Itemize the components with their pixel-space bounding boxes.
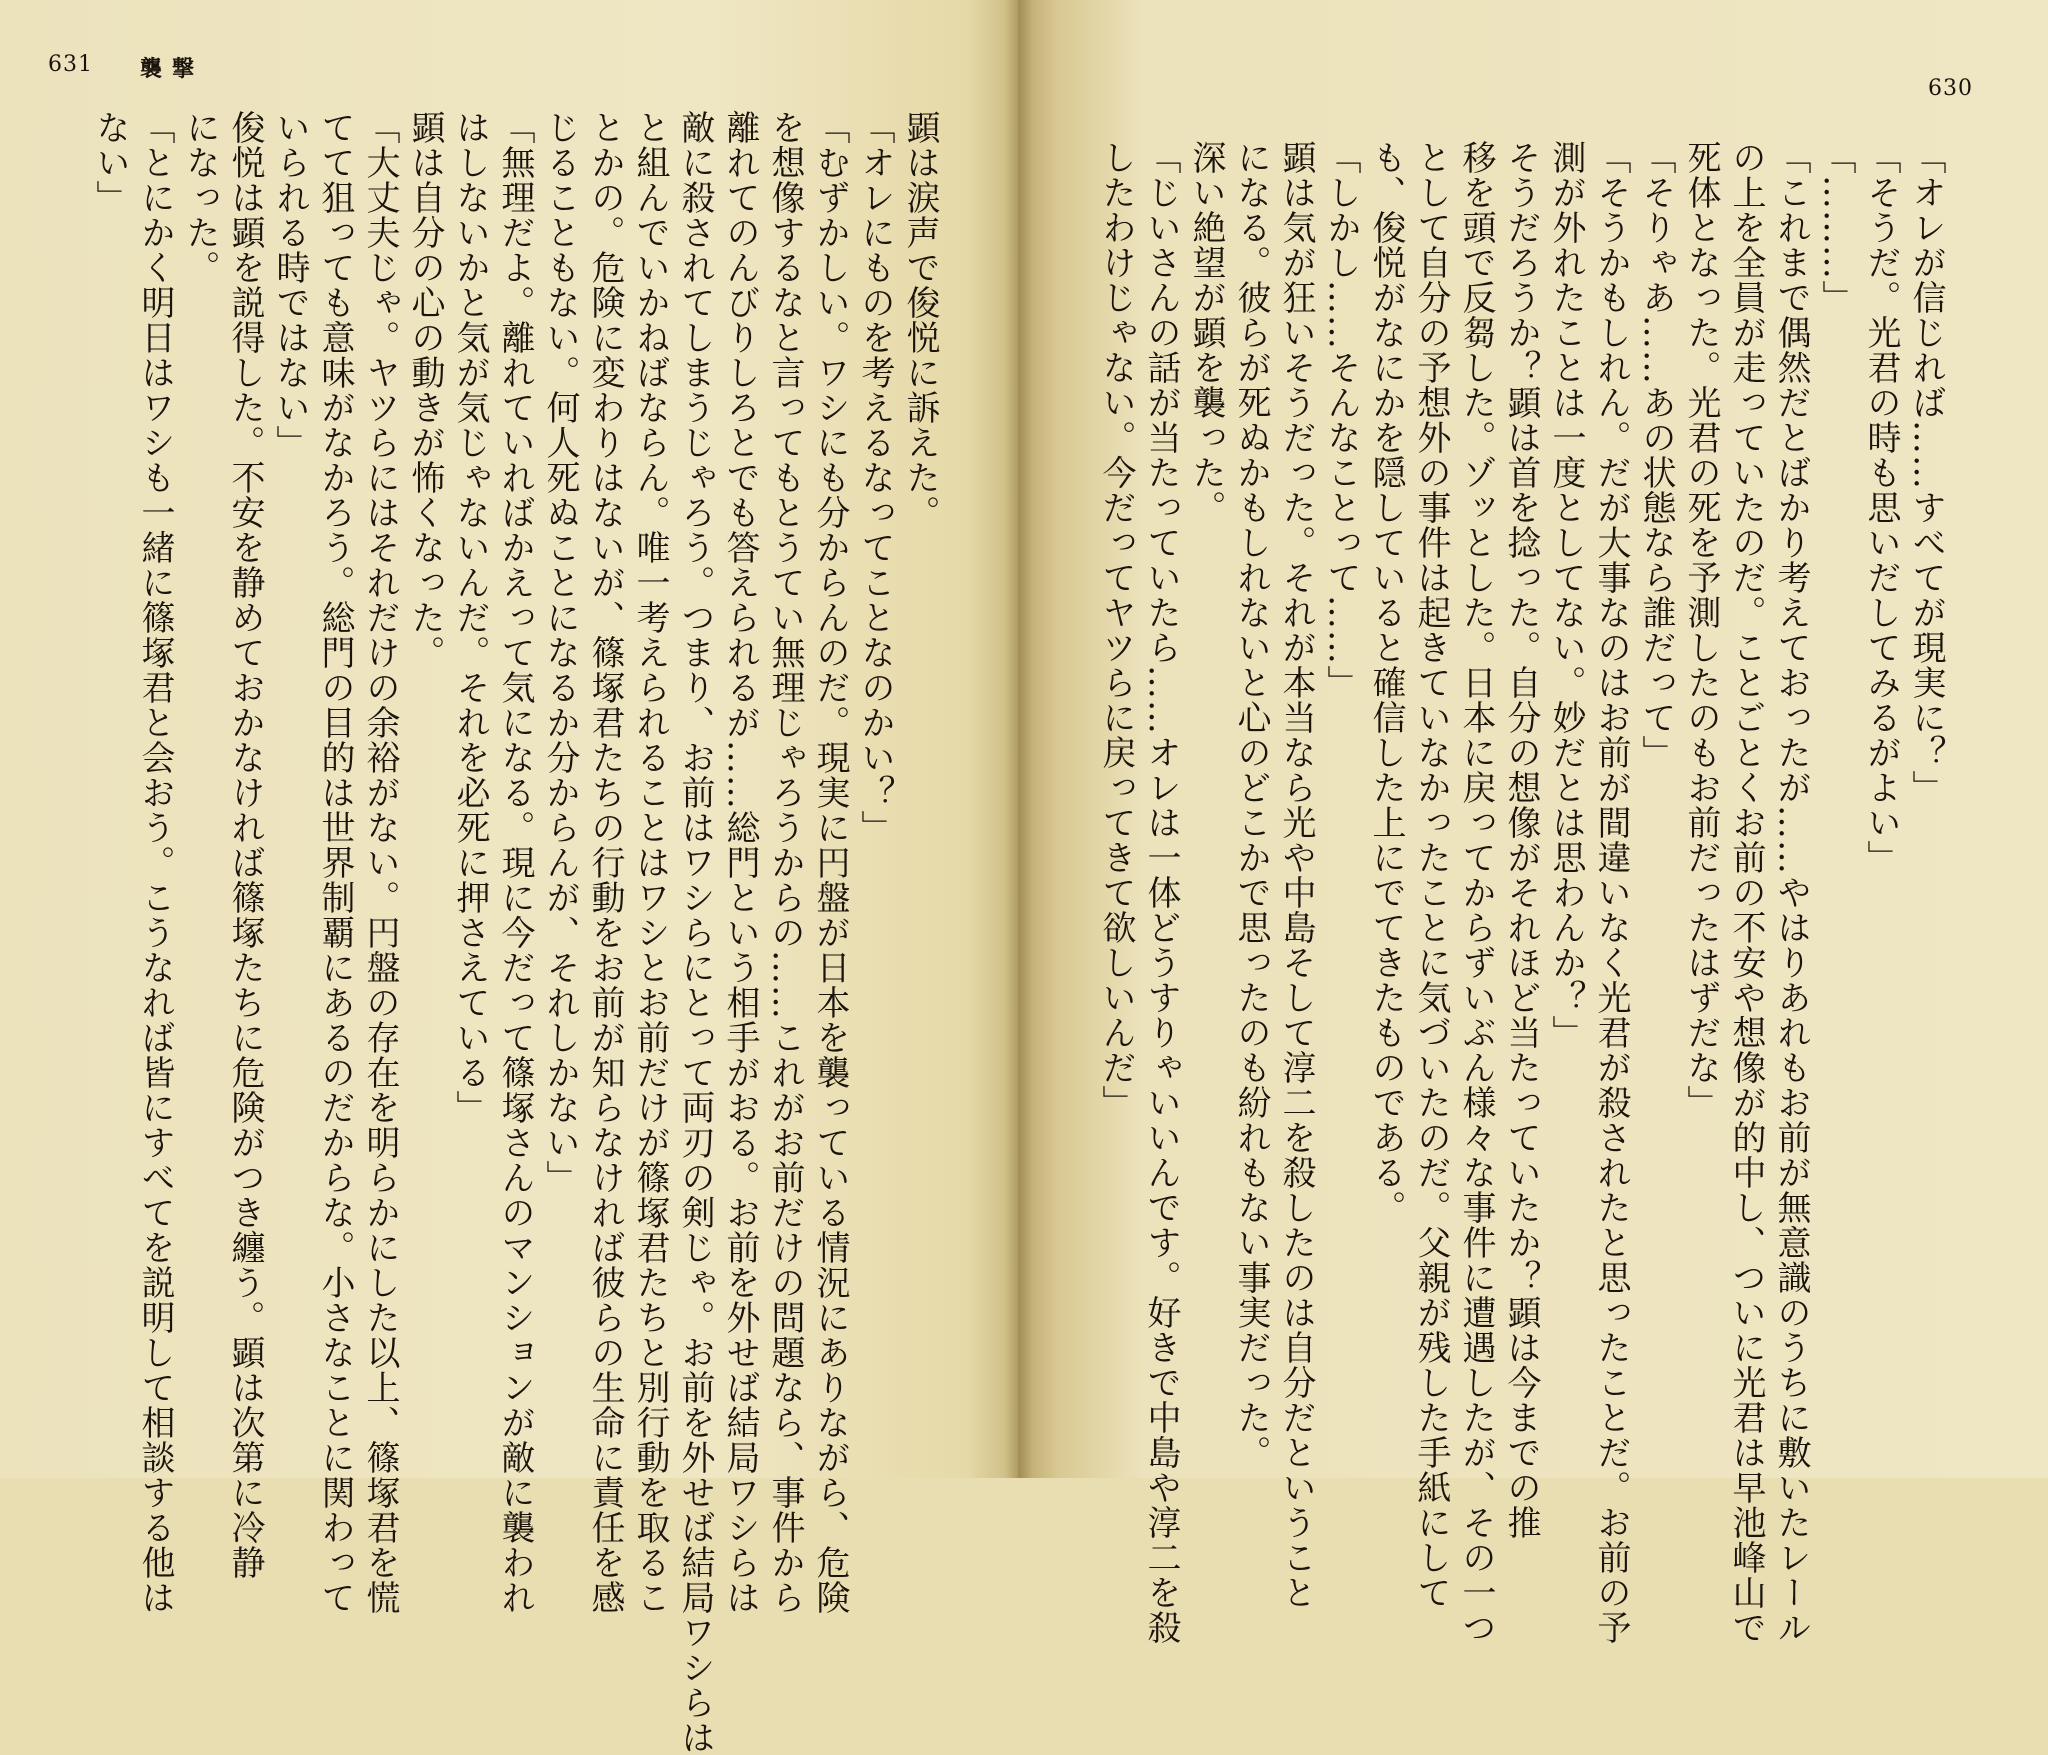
left-page-number: 631 [48, 52, 93, 77]
text-line: の上を全員が走っていたのだ。ことごとくお前の不安や想像が的中し、ついに光君は早池峰山で [1726, 140, 1766, 1645]
text-line: 離れてのんびりしろとでも答えられるが……総門という相手がおる。お前を外せば結局ワシらは [720, 110, 760, 1615]
text-line: 顕は自分の心の動きが怖くなった。 [405, 110, 445, 670]
text-line: 「とにかく明日はワシも一緒に篠塚君と会おう。こうなれば皆にすべてを説明して相談する他は [135, 110, 175, 1615]
text-line: 「むずかしい。ワシにも分からんのだ。現実に円盤が日本を襲っている情況にありながら、危険 [810, 110, 850, 1615]
text-line: 「しかし……そんなことって……」 [1321, 140, 1361, 700]
text-line: いられる時ではない」 [270, 110, 310, 460]
gutter [1005, 0, 1033, 1478]
text-line: とかの。危険に変わりはないが、篠塚君たちの行動をお前が知らなければ彼らの生命に責任を感 [585, 110, 625, 1615]
text-line: 死体となった。光君の死を予測したのもお前だったはずだな」 [1681, 140, 1721, 1120]
text-line: 俊悦は顕を説得した。不安を静めておかなければ篠塚たちに危険がつき纏う。顕は次第に冷静 [225, 110, 265, 1580]
text-line: 「………」 [1816, 140, 1856, 315]
text-line: そうだろうか？顕は首を捻った。自分の想像がそれほど当たっていたか？顕は今までの推 [1501, 140, 1541, 1540]
running-head: 襲撃 [140, 56, 205, 82]
text-line: 「そりゃあ……あの状態なら誰だって」 [1636, 140, 1676, 770]
text-line: になる。彼らが死ぬかもしれないと心のどこかで思ったのも紛れもない事実だった。 [1231, 140, 1271, 1470]
text-line: 「オレが信じれば……すべてが現実に？」 [1906, 140, 1946, 805]
text-line: 深い絶望が顕を襲った。 [1186, 140, 1226, 525]
right-page-number: 630 [1928, 76, 1973, 101]
text-line: と組んでいかねばならん。唯一考えられることはワシとお前だけが篠塚君たちと別行動を取るこ [630, 110, 670, 1615]
text-line: ない」 [90, 110, 130, 215]
text-line: 「そうかもしれん。だが大事なのはお前が間違いなく光君が殺されたと思ったことだ。お前の予 [1591, 140, 1631, 1645]
text-line: はしないかと気が気じゃないんだ。それを必死に押さえている」 [450, 110, 490, 1125]
text-line: したわけじゃない。今だってヤツらに戻ってきて欲しいんだ」 [1096, 140, 1136, 1120]
text-line: 「無理だよ。離れていればかえって気になる。現に今だって篠塚さんのマンションが敵に襲われ [495, 110, 535, 1615]
text-line: 「大丈夫じゃ。ヤツらにはそれだけの余裕がない。円盤の存在を明らかにした以上、篠塚君を慌 [360, 110, 400, 1615]
left-page-text [62, 110, 942, 1755]
text-line: を想像するなと言ってもとうてい無理じゃろうからの……これがお前だけの問題なら、事件から [765, 110, 805, 1615]
text-line: 顕は気が狂いそうだった。それが本当なら光や中島そして淳二を殺したのは自分だということ [1276, 140, 1316, 1610]
text-line: 移を頭で反芻した。ゾッとした。日本に戻ってからずいぶん様々な事件に遭遇したが、その一つ [1456, 140, 1496, 1645]
text-line: 測が外れたことは一度としてない。妙だとは思わんか？」 [1546, 140, 1586, 1050]
right-page-text [1096, 140, 1948, 1645]
text-line: として自分の予想外の事件は起きていなかったことに気づいたのだ。父親が残した手紙にして [1411, 140, 1451, 1610]
text-line: 「オレにものを考えるなってことなのかい？」 [855, 110, 895, 845]
text-line: 「これまで偶然だとばかり考えておったが……やはりあれもお前が無意識のうちに敷いたレール [1771, 140, 1811, 1645]
text-line: 敵に殺されてしまうじゃろう。つまり、お前はワシらにとって両刃の剣じゃ。お前を外せば結局ワシらは [675, 110, 715, 1755]
text-line: 「じいさんの話が当たっていたら……オレは一体どうすりゃいいんです。好きで中島や淳二を殺 [1141, 140, 1181, 1645]
text-line: 顕は涙声で俊悦に訴えた。 [900, 110, 940, 530]
text-line: も、俊悦がなにかを隠していると確信した上にでてきたものである。 [1366, 140, 1406, 1225]
text-line: になった。 [180, 110, 220, 285]
text-line: てて狙っても意味がなかろう。総門の目的は世界制覇にあるのだからな。小さなことに関わって [315, 110, 355, 1615]
text-line: 「そうだ。光君の時も思いだしてみるがよい」 [1861, 140, 1901, 875]
text-line: じることもない。何人死ぬことになるか分からんが、それしかない」 [540, 110, 580, 1195]
